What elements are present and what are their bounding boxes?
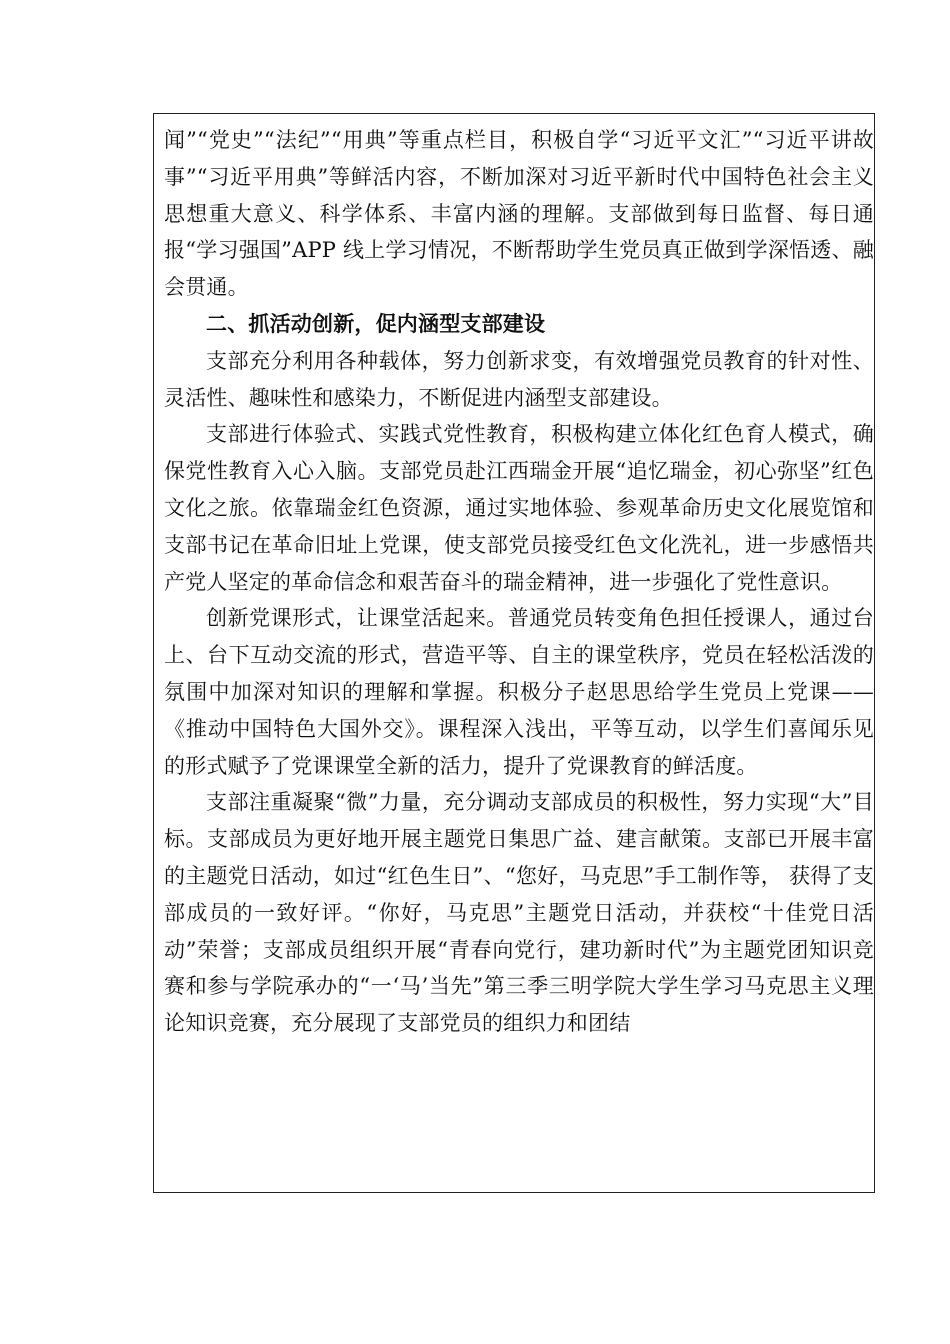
paragraph-continuation: 闻”“党史”“法纪”“用典”等重点栏目，积极自学“习近平文汇”“习近平讲故事”“习近平用典”等鲜活内容，不断加深对习近平新时代中国特色社会主义思想重大意义、科学体系、丰富内涵的理解。支部做到每日监督、每日通报“学习强国”APP 线上学习情况，不断帮助学生党员真正做到学深悟透、融会贯通。 — [164, 128, 874, 300]
document-body — [164, 122, 874, 1042]
table-cell-frame — [153, 113, 875, 1193]
paragraph-intro: 支部充分利用各种载体，努力创新求变，有效增强党员教育的针对性、灵活性、趣味性和感染力，不断促进内涵型支部建设。 — [164, 348, 874, 410]
paragraph-experiential-education: 支部进行体验式、实践式党性教育，积极构建立体化红色育人模式，确保党性教育入心入脑。支部党员赴江西瑞金开展“追忆瑞金，初心弥坚”红色文化之旅。依靠瑞金红色资源，通过实地体验、参观革命历史文化展览馆和支部书记在革命旧址上党课，使支部党员接受红色文化洗礼，进一步感悟共产党人坚定的革命信念和艰苦奋斗的瑞金精神，进一步强化了党性意识。 — [164, 422, 874, 594]
paragraph-lecture-innovation: 创新党课形式，让课堂活起来。普通党员转变角色担任授课人，通过台上、台下互动交流的形式，营造平等、自主的课堂秩序，党员在轻松活泼的氛围中加深对知识的理解和掌握。积极分子赵思思给学生党员上党课——《推动中国特色大国外交》。课程深入浅出，平等互动，以学生们喜闻乐见的形式赋予了党课课堂全新的活力，提升了党课教育的鲜活度。 — [164, 606, 874, 778]
paragraph-micro-power: 支部注重凝聚“微”力量，充分调动支部成员的积极性，努力实现“大”目标。支部成员为更好地开展主题党日集思广益、建言献策。支部已开展丰富的主题党日活动，如过“红色生日”、“您好，马克思”手工制作等， 获得了支部成员的一致好评。“你好，马克思”主题党日活动，并获校“十佳党日活动”荣誉；支部成员组织开展“青春向党行，建功新时代”为主题党团知识竞赛和参与学院承办的“一‘马’当先”第三季三明学院大学生学习马克思主义理论知识竞赛，充分展现了支部党员的组织力和团结 — [164, 790, 874, 1036]
section-heading: 二、抓活动创新，促内涵型支部建设 — [206, 311, 546, 336]
